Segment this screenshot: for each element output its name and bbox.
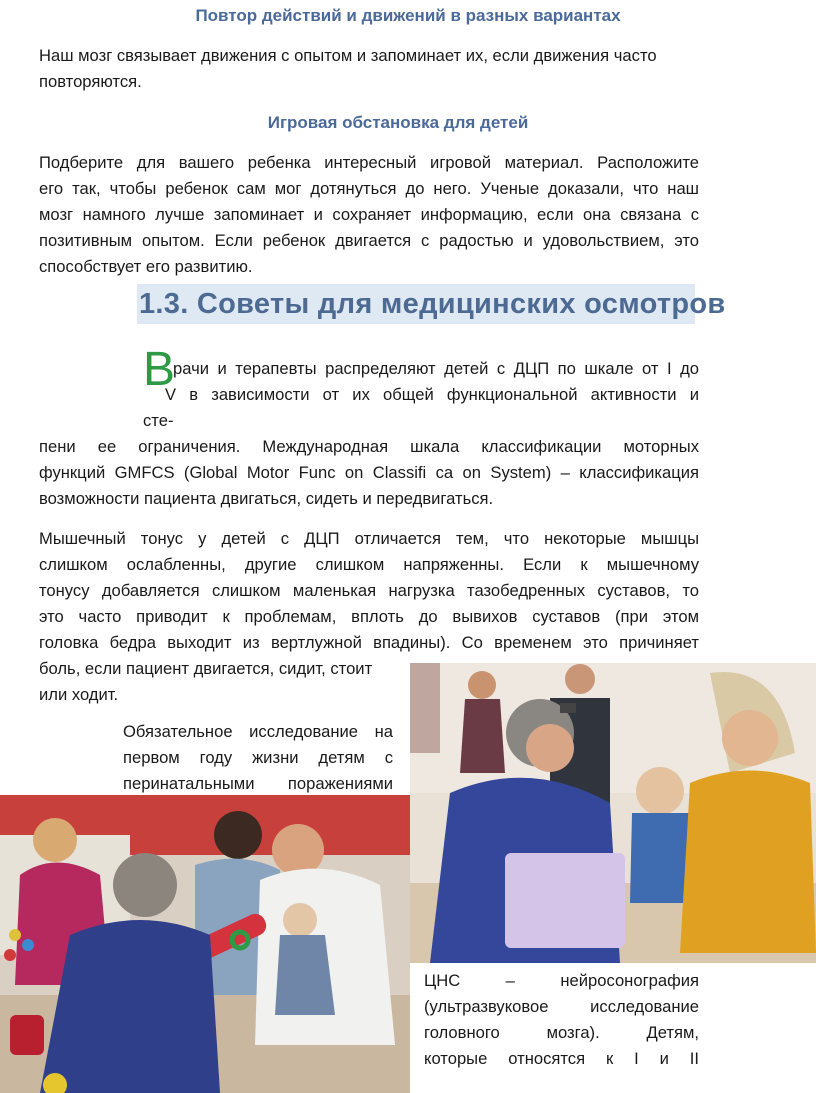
paragraph-line: перинатальными поражениями [123,774,393,793]
chapter-title [137,284,726,324]
paragraph-line: способствует его развитию. [39,257,253,276]
paragraph-line: функций GMFCS (Global Motor Func on Classifi ca on System) – классификация [39,463,699,482]
drop-cap: В [143,343,176,396]
heading-play-environment: Игровая обстановка для детей [267,113,529,132]
paragraph-line: головка бедра выходит из вертлужной впадины). Со временем это причиняет [39,633,699,652]
paragraph-line: ЦНС – нейросонография [424,971,699,990]
paragraph-line: его так, чтобы ребенок сам мог дотянуться до него. Ученые доказали, что наш [39,179,699,198]
paragraph-line: пени ее ограничения. Международная шкала классификации моторных [39,437,699,456]
paragraph-line: возможности пациента двигаться, сидеть и передвигаться. [39,489,494,508]
paragraph-line: первом году жизни детям с [123,748,393,767]
paragraph-line: Мышечный тонус у детей с ДЦП отличается тем, что некоторые мышцы [39,529,699,548]
paragraph-line: или ходит. [39,685,119,704]
paragraph-line: которые относятся к I и II [424,1049,699,1068]
paragraph-line: это часто приводит к проблемам, вплоть до вывихов суставов (при этом [39,607,699,626]
chapter-title-text: 1.3. Советы для медицинских осмотров [139,288,726,320]
paragraph-line: повторяются. [39,72,142,91]
paragraph-line: Наш мозг связывает движения с опытом и запоминает их, если движения часто [39,46,657,65]
photo-therapy-group [0,795,410,1093]
paragraph-line: тонусу добавляется слишком маленькая нагрузка тазобедренных суставов, то [39,581,699,600]
paragraph-line: Подберите для вашего ребенка интересный игровой материал. Расположите [39,153,699,172]
photo-therapist-examination [410,663,816,963]
paragraph-line: головного мозга). Детям, [424,1023,699,1042]
heading-repetition: Повтор действий и движений в разных вариантах [195,6,621,25]
paragraph-line: мозг намного лучше запоминает и сохраняет информацию, если она связана с [39,205,699,224]
paragraph-line: рачи и терапевты распределяют детей с ДЦП по шкале от I до [173,359,699,378]
paragraph-line: боль, если пациент двигается, сидит, стоит [39,659,373,678]
paragraph-line: Обязательное исследование на [123,722,393,741]
paragraph-line: слишком ослабленны, другие слишком напряженны. Если к мышечному [39,555,699,574]
paragraph-line: сте- [143,411,174,430]
paragraph-line: V в зависимости от их общей функциональной активности и [165,385,699,404]
paragraph-line: (ультразвуковое исследование [424,997,699,1016]
paragraph-line: позитивным опытом. Если ребенок двигается с радостью и удовольствием, это [39,231,699,250]
